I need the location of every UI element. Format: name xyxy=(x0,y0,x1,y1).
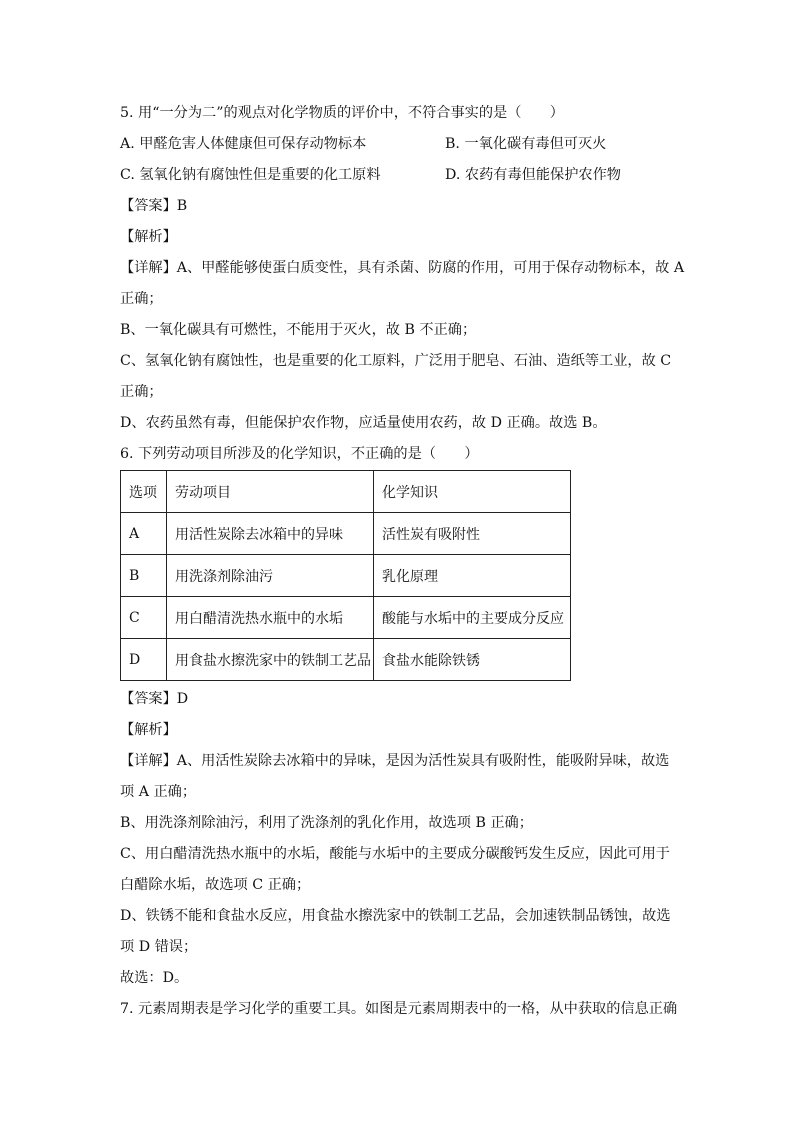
table-cell: 酸能与水垢中的主要成分反应 xyxy=(374,597,571,639)
q5-detail-1b: 正确； xyxy=(120,291,163,307)
table-cell: 乳化原理 xyxy=(374,555,571,597)
q6-detail-1b: 项 A 正确； xyxy=(120,784,197,800)
q5-detail-4: D、农药虽然有毒，但能保护农作物，应适量使用农药，故 D 正确。故选 B。 xyxy=(120,415,607,431)
q6-detail-4b: 项 D 错误； xyxy=(120,939,198,955)
q5-option-a: A. 甲醛危害人体健康但可保存动物标本 xyxy=(120,136,367,152)
q5-detail-3b: 正确； xyxy=(120,384,163,400)
q6-answer: 【答案】D xyxy=(120,691,189,707)
q5-answer: 【答案】B xyxy=(120,198,188,214)
table-row xyxy=(121,513,571,555)
q5-stem: 5. 用“一分为二”的观点对化学物质的评价中，不符合事实的是（ ） xyxy=(120,105,564,121)
table-cell: 用洗涤剂除油污 xyxy=(167,555,374,597)
q6-detail-3b: 白醋除水垢，故选项 C 正确； xyxy=(120,877,311,893)
q6-detail-3: C、用白醋清洗热水瓶中的水垢，酸能与水垢中的主要成分碳酸钙发生反应，因此可用于 xyxy=(120,846,670,862)
q6-conclusion: 故选：D。 xyxy=(120,970,189,986)
table-header-cell: 劳动项目 xyxy=(167,471,374,513)
q5-detail-3: C、氢氧化钠有腐蚀性，也是重要的化工原料，广泛用于肥皂、石油、造纸等工业，故 C xyxy=(120,353,672,369)
q5-option-c: C. 氢氧化钠有腐蚀性但是重要的化工原料 xyxy=(120,167,381,183)
q6-table xyxy=(120,470,571,681)
table-cell: 用活性炭除去冰箱中的异味 xyxy=(167,513,374,555)
table-header-cell: 选项 xyxy=(121,471,167,513)
table-cell: A xyxy=(121,513,167,555)
q6-analysis-label: 【解析】 xyxy=(120,722,177,738)
q5-option-d: D. 农药有毒但能保护农作物 xyxy=(445,167,621,183)
table-row xyxy=(121,555,571,597)
table-row xyxy=(121,597,571,639)
q5-detail-1: 【详解】A、甲醛能够使蛋白质变性，具有杀菌、防腐的作用，可用于保存动物标本，故 A xyxy=(120,260,685,276)
table-cell: 用食盐水擦洗家中的铁制工艺品 xyxy=(167,639,374,681)
table-header-cell: 化学知识 xyxy=(374,471,571,513)
table-cell: 活性炭有吸附性 xyxy=(374,513,571,555)
table-cell: B xyxy=(121,555,167,597)
table-cell: 用白醋清洗热水瓶中的水垢 xyxy=(167,597,374,639)
table-cell: 食盐水能除铁锈 xyxy=(374,639,571,681)
q6-detail-4: D、铁锈不能和食盐水反应，用食盐水擦洗家中的铁制工艺品，会加速铁制品锈蚀，故选 xyxy=(120,908,671,924)
q5-analysis-label: 【解析】 xyxy=(120,229,177,245)
table-header-row xyxy=(121,471,571,513)
table-row xyxy=(121,639,571,681)
q7-stem: 7. 元素周期表是学习化学的重要工具。如图是元素周期表中的一格，从中获取的信息正确 xyxy=(120,1001,678,1017)
table-cell: D xyxy=(121,639,167,681)
q5-option-b: B. 一氧化碳有毒但可灭火 xyxy=(445,136,607,152)
q6-detail-2: B、用洗涤剂除油污，利用了洗涤剂的乳化作用，故选项 B 正确； xyxy=(120,815,533,831)
q5-detail-2: B、一氧化碳具有可燃性，不能用于灭火，故 B 不正确； xyxy=(120,322,477,338)
table-cell: C xyxy=(121,597,167,639)
q6-stem: 6. 下列劳动项目所涉及的化学知识，不正确的是（ ） xyxy=(120,446,479,462)
q6-detail-1: 【详解】A、用活性炭除去冰箱中的异味，是因为活性炭具有吸附性，能吸附异味，故选 xyxy=(120,753,670,769)
